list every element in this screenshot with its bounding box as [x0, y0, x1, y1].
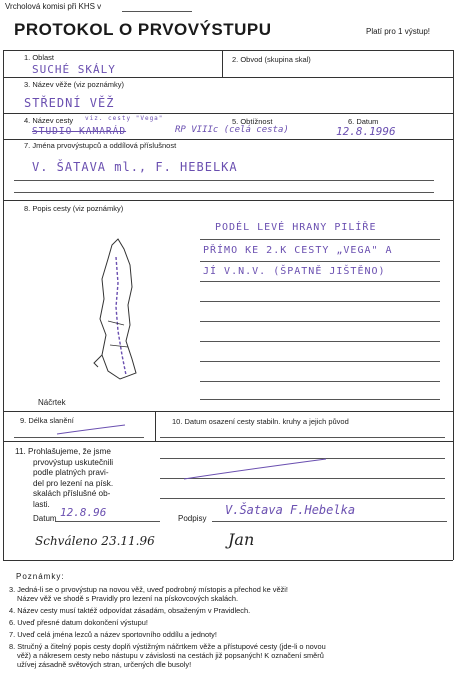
form-bottom-border — [3, 560, 453, 561]
field-9-label: 9. Délka slanění — [20, 416, 74, 425]
row4-bottom — [3, 139, 453, 140]
field-10-label: 10. Datum osazení cesty stabiln. kruhy a jejich původ — [172, 417, 349, 426]
field-10-line-1 — [160, 437, 445, 438]
row7-bottom — [3, 200, 453, 201]
note-item: věž) a nákresem cesty nebo nástupu v závislosti na cestách již popsaných! K označení směrů — [17, 651, 324, 660]
field-2-label: 2. Obvod (skupina skal) — [232, 55, 311, 64]
row8-bottom — [3, 411, 453, 412]
declaration-line: skalách příslušné ob- — [33, 489, 111, 498]
declaration-line: del pro lezení na písk. — [33, 478, 114, 488]
field-7-line-1 — [14, 180, 434, 181]
row3-bottom — [3, 113, 453, 114]
signatures-label: Podpisy — [178, 514, 207, 523]
desc-line-9 — [200, 399, 440, 400]
sketch-label: Náčrtek — [38, 398, 66, 407]
notes-heading: Poznámky: — [16, 572, 65, 581]
route-sketch — [80, 235, 150, 395]
date-value: 12.8.96 — [60, 506, 107, 519]
page-title: PROTOKOL O PRVOVÝSTUPU — [14, 20, 272, 39]
field-3-label: 3. Název věže (viz poznámky) — [24, 80, 125, 89]
desc-line-5 — [200, 321, 440, 322]
field-1-value: SUCHÉ SKÁLY — [32, 63, 116, 76]
desc-line-6 — [200, 341, 440, 342]
declaration-line: podle platných pravi- — [33, 468, 109, 477]
field-7-line-2 — [14, 192, 434, 193]
commission-line — [122, 11, 192, 12]
field-8-line-1: PODÉL LEVÉ HRANY PILÍŘE — [215, 222, 377, 233]
desc-line-4 — [200, 301, 440, 302]
field-7-value: V. ŠATAVA ml., F. HEBELKA — [32, 160, 238, 174]
note-item: 6. Uveď přesné datum dokončení výstupu! — [9, 618, 148, 627]
date-label: Datum — [33, 514, 57, 523]
note-item: 7. Uveď celá jména lezců a název sportovního oddílu a jednoty! — [9, 630, 217, 639]
note-item: 8. Stručný a čitelný popis cesty doplň výstižným náčrtkem věže a přístupové cesty (jde-li o novou — [9, 642, 326, 651]
field-4-value: STUDIO KAMARÁD — [32, 126, 127, 137]
note-item: užívej zásadně světových stran, určených dle busoly! — [17, 660, 192, 669]
field-9-mark — [55, 420, 135, 440]
desc-line-8 — [200, 381, 440, 382]
field-5-value: RP VIIIc (celá cesta) — [175, 125, 289, 135]
date-line — [55, 521, 160, 522]
form-right-border — [453, 50, 454, 560]
field-6-value: 12.8.1996 — [336, 125, 396, 138]
approval-signature: Jan — [228, 530, 255, 549]
commission-label: Vrcholová komisi při KHS v — [5, 2, 102, 11]
signatures-value: V.Šatava F.Hebelka — [225, 503, 356, 517]
declaration-line: lasti. — [33, 499, 50, 509]
field-10-line-4 — [160, 498, 445, 499]
desc-line-3 — [200, 281, 440, 282]
note-item: 3. Jedná-li se o prvovýstup na novou věž, uveď podrobný místopis a přechod ke věži! — [9, 585, 288, 594]
field-5-label: 5. Obtížnost — [232, 117, 273, 126]
field-6-label: 6. Datum — [348, 117, 379, 126]
desc-line-1 — [200, 239, 440, 240]
field-10-mark — [180, 455, 330, 485]
declaration-text — [15, 447, 113, 510]
declaration-line: prvovýstup uskutečnili — [33, 457, 114, 467]
field-8-line-3: JÍ V.N.V. (ŠPATNĚ JIŠTĚNO) — [203, 266, 386, 277]
field-4-label: 4. Název cesty — [24, 116, 74, 125]
signatures-line — [212, 521, 447, 522]
desc-line-7 — [200, 361, 440, 362]
row9-divider — [155, 411, 156, 441]
field-4-annotation: viz. cesty "Vega" — [85, 115, 164, 122]
field-8-label: 8. Popis cesty (viz poznámky) — [24, 204, 124, 213]
row9-bottom — [3, 441, 453, 442]
validity-note: Platí pro 1 výstup! — [366, 27, 431, 36]
row1-divider — [222, 50, 223, 77]
field-3-value: STŘEDNÍ VĚŽ — [24, 96, 115, 110]
row1-bottom — [3, 77, 453, 78]
field-8-line-2: PŘÍMO KE 2.K CESTY „VEGA" A — [203, 245, 393, 256]
declaration-line: 11. Prohlašujeme, že jsme — [15, 447, 111, 456]
note-item: Název věž ve shodě s Pravidly pro lezení na pískovcových skalách. — [17, 594, 239, 603]
notes-list — [9, 585, 455, 669]
desc-line-2 — [200, 261, 440, 262]
field-1-label: 1. Oblast — [24, 53, 55, 62]
note-item: 4. Název cesty musí taktéž odpovídat zásadám, obsaženým v Pravidlech. — [9, 606, 251, 615]
field-7-label: 7. Jména prvovýstupců a oddílová příslušnost — [24, 141, 177, 150]
approval-text: Schváleno 23.11.96 — [35, 534, 155, 548]
form-top-border — [3, 50, 453, 51]
form-left-border — [3, 50, 4, 560]
